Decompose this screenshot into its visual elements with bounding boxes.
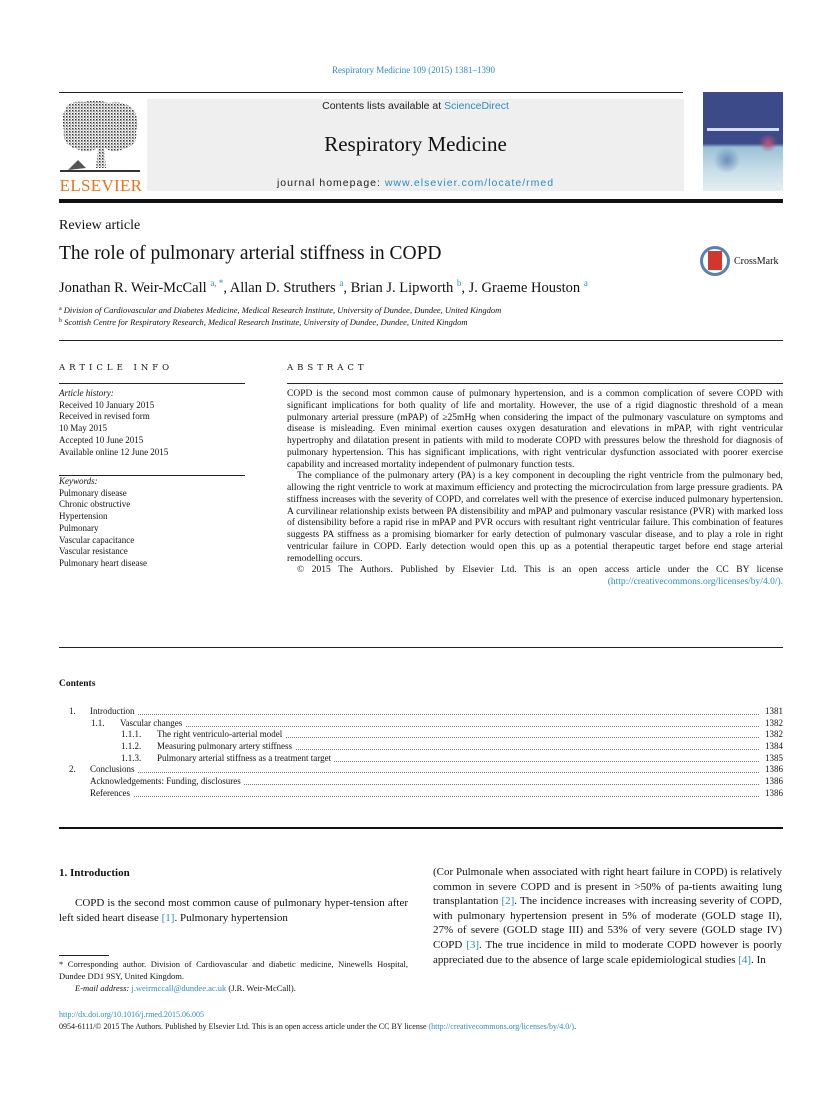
toc-title[interactable]: Pulmonary arterial stiffness as a treatment target	[157, 753, 334, 763]
history-item: Accepted 10 June 2015	[59, 434, 144, 445]
elsevier-tree-icon	[60, 98, 140, 176]
author-name[interactable]: Brian J. Lipworth	[350, 280, 454, 296]
issn-suffix: .	[574, 1022, 577, 1031]
keyword-item: Vascular capacitance	[59, 534, 135, 545]
toc-page-number[interactable]: 1384	[765, 741, 783, 752]
toc-entry[interactable]	[59, 729, 783, 741]
toc-page-number[interactable]: 1382	[765, 729, 783, 740]
introduction-right-column	[433, 865, 782, 967]
toc-number: 1.1.2.	[121, 741, 142, 752]
history-item: Received in revised form	[59, 411, 150, 422]
keyword-item: Pulmonary	[59, 522, 99, 533]
contents-heading: Contents	[59, 679, 96, 689]
article-type: Review article	[59, 218, 141, 233]
abstract-paragraph: COPD is the second most common cause of pulmonary hypertension, and is a common complication of severe COPD with significant implications for both quality of life and mortality. However, the use of a rigid diagnostic threshold of a mean pulmonary arterial pressure (mPAP) of ≥25mHg when considering the impact of the pulmonary vasculature on symptoms and disease is misleading. Even minimal exertion causes oxygen desaturation and elevations in mPAP, with right ventricular hypertrophy and dilatation present in patients with mild to moderate COPD with pressures below the threshold for diagnosis of pulmonary hypertension. This has significant implications, with right ventricular dysfunction associated with poorer exercise capability and increased mortality independent of pulmonary function tests.	[287, 389, 783, 470]
author-affiliation-marker[interactable]: a	[583, 278, 588, 288]
article-history	[59, 388, 168, 458]
article-history-heading: Article history:	[59, 388, 114, 398]
elsevier-wordmark: ELSEVIER	[59, 176, 143, 195]
abstract-heading: ABSTRACT	[287, 363, 368, 373]
author-affiliation-marker[interactable]: a	[339, 278, 344, 288]
toc-entry[interactable]	[59, 706, 783, 718]
introduction-left-column	[59, 896, 408, 925]
crossmark-ribbon-icon	[708, 251, 722, 270]
author-name[interactable]: Jonathan R. Weir-McCall	[59, 280, 207, 296]
doi-link[interactable]: http://dx.doi.org/10.1016/j.rmed.2015.06.005	[59, 1010, 204, 1019]
affiliation-text: Division of Cardiovascular and Diabetes Medicine, Medical Research Institute, University of Dundee, Dundee, United Kingdom	[63, 305, 502, 315]
keywords-heading: Keywords:	[59, 476, 98, 486]
keywords	[59, 476, 147, 570]
homepage-label: journal homepage:	[276, 177, 385, 189]
email-link[interactable]: j.weirmccall@dundee.ac.uk	[131, 983, 227, 993]
toc-number: 2.	[69, 764, 76, 775]
toc-leader-dots	[90, 714, 759, 715]
footnote-email-line	[59, 982, 408, 994]
body-text: (Cor Pulmonale when associated with right heart failure in COPD) is relatively common in severe COPD and is present in >50% of pa-tients awaiting lung transplantation	[433, 866, 782, 908]
toc-page-number[interactable]: 1385	[765, 752, 783, 763]
article-info-heading: ARTICLE INFO	[59, 363, 174, 373]
toc-entry[interactable]	[59, 718, 783, 730]
affiliation-b	[59, 317, 468, 327]
history-item: Available online 12 June 2015	[59, 446, 169, 457]
journal-homepage-line	[147, 177, 684, 189]
introduction-heading: 1. Introduction	[59, 867, 130, 879]
citation-link[interactable]: [3]	[466, 938, 480, 951]
abstract-paragraph: The compliance of the pulmonary artery (PA) is a key component in decoupling the right ventricle from the pulmonary bed, allowing the right ventricle to work at maximum efficiency and protecting the microcirculation from large pressure gradients. PA stiffness increases with the severity of COPD, and correlates well with the presence of exercise induced pulmonary hypertension. A curvilinear relationship exists between PA distensibility and mPAP and pulmonary vascular resistance (PVR) with marked loss of distensibility before a rapid rise in mPAP and PVR occurs with resultant right ventricular failure. This combination of features suggests PA stiffness as a promising biomarker for early detection of pulmonary vascular disease, and to play a role in right ventricular failure in COPD. Early detection would open this up as a potential therapeutic target before end stage arterial remodelling occurs.	[287, 471, 783, 564]
cover-decoration	[713, 147, 741, 173]
author-list	[59, 278, 588, 297]
citation-link[interactable]: [2]	[501, 895, 515, 908]
abstract-license	[287, 565, 783, 589]
body-paragraph	[433, 865, 782, 967]
toc-title[interactable]: Vascular changes	[120, 718, 185, 728]
history-item: 10 May 2015	[59, 423, 107, 434]
table-of-contents	[59, 706, 783, 800]
body-text: . Pulmonary hypertension	[174, 911, 288, 924]
author-affiliation-marker[interactable]: b	[456, 278, 462, 288]
header-top-rule	[59, 92, 683, 93]
license-text: © 2015 The Authors. Published by Elsevier Ltd. This is an open access article under the CC BY license	[297, 565, 783, 576]
toc-entry[interactable]	[59, 776, 783, 788]
history-item: Received 10 January 2015	[59, 399, 155, 410]
journal-cover-image[interactable]	[703, 92, 783, 191]
body-paragraph	[59, 896, 408, 925]
keyword-item: Pulmonary heart disease	[59, 557, 147, 568]
author-name[interactable]: J. Graeme Houston	[468, 280, 581, 296]
elsevier-logo[interactable]	[58, 98, 144, 194]
cover-title-bar	[707, 128, 779, 131]
keyword-item: Pulmonary disease	[59, 487, 127, 498]
cover-decoration	[758, 134, 778, 152]
author-separator: ,	[223, 280, 230, 296]
keyword-item: Chronic obstructive	[59, 499, 131, 510]
contents-available-text: Contents lists available at	[322, 100, 445, 112]
toc-title[interactable]: Conclusions	[90, 764, 138, 774]
toc-entry[interactable]	[59, 788, 783, 800]
toc-page-number[interactable]: 1386	[765, 764, 783, 775]
toc-leader-dots	[90, 772, 759, 773]
toc-title[interactable]: References	[90, 788, 133, 798]
journal-header-box	[147, 99, 684, 191]
footnote-text: * Corresponding author. Division of Cardiovascular and diabetic medicine, Ninewells Hospital, Dundee DD1 9SY, United Kingdom.	[59, 959, 408, 981]
contents-available-line	[147, 100, 684, 112]
corresponding-author-footnote	[59, 958, 408, 994]
toc-entry[interactable]	[59, 764, 783, 776]
author-affiliation-marker[interactable]: a, *	[210, 278, 224, 288]
email-label: E-mail address:	[75, 983, 132, 993]
author-name[interactable]: Allan D. Struthers	[229, 280, 336, 296]
issn-text: 0954-6111/© 2015 The Authors. Published by Elsevier Ltd. This is an open access article under the CC BY license	[59, 1022, 429, 1031]
header-thick-rule	[59, 199, 783, 203]
toc-page-number[interactable]: 1382	[765, 717, 783, 728]
toc-entry[interactable]	[59, 741, 783, 753]
toc-page-number[interactable]: 1386	[765, 776, 783, 787]
crossmark-badge[interactable]	[700, 246, 790, 280]
article-title: The role of pulmonary arterial stiffness in COPD	[59, 243, 442, 264]
footnote-rule	[59, 955, 109, 956]
toc-title[interactable]: Introduction	[90, 706, 138, 716]
section-rule	[59, 647, 783, 648]
email-suffix: (J.R. Weir-McCall).	[226, 983, 296, 993]
affiliation-key: a	[59, 306, 62, 312]
contents-bottom-rule	[59, 827, 783, 829]
journal-name: Respiratory Medicine	[324, 132, 507, 156]
toc-number: 1.1.	[91, 717, 105, 728]
crossmark-label: CrossMark	[734, 256, 779, 267]
body-text: . In	[751, 953, 766, 966]
license-link[interactable]: (http://creativecommons.org/licenses/by/4.0/).	[607, 577, 783, 587]
affiliation-key: b	[59, 318, 62, 324]
toc-title[interactable]: Acknowledgements: Funding, disclosures	[90, 776, 244, 786]
author-separator: ,	[343, 280, 351, 296]
toc-page-number[interactable]: 1381	[765, 706, 783, 716]
toc-leader-dots	[90, 796, 759, 797]
body-text: . The incidence increases with increasing severity of COPD, with pulmonary hypertension present in 5% of moderate (GOLD stage II), 27% of severe (GOLD stage III) and 53% of very severe (GOLD stage IV) COPD	[433, 895, 782, 951]
citation-link[interactable]: [4]	[738, 953, 752, 966]
author-separator: ,	[461, 280, 469, 296]
journal-homepage-link[interactable]: www.elsevier.com/locate/rmed	[384, 177, 555, 189]
journal-reference[interactable]: Respiratory Medicine 109 (2015) 1381–1390	[332, 65, 495, 75]
abstract-body	[287, 389, 783, 589]
toc-title[interactable]: Measuring pulmonary artery stiffness	[157, 741, 295, 751]
toc-title[interactable]: The right ventriculo-arterial model	[157, 729, 285, 739]
toc-number: 1.	[69, 706, 76, 716]
section-rule	[59, 340, 783, 341]
keyword-item: Vascular resistance	[59, 546, 128, 557]
license-link[interactable]: (http://creativecommons.org/licenses/by/4.0/)	[428, 1022, 575, 1031]
keyword-item: Hypertension	[59, 511, 108, 522]
citation-link[interactable]: [1]	[161, 911, 175, 924]
issn-license-line	[59, 1022, 576, 1031]
toc-entry[interactable]	[59, 753, 783, 765]
toc-number: 1.1.1.	[121, 729, 142, 740]
affiliation-text: Scottish Centre for Respiratory Research, Medical Research Institute, University of Dundee, Dundee, United Kingdom	[64, 317, 468, 327]
sciencedirect-link[interactable]: ScienceDirect	[444, 100, 509, 112]
abstract-rule	[287, 383, 783, 384]
article-info-rule	[59, 383, 245, 384]
toc-leader-dots	[120, 726, 759, 727]
toc-number: 1.1.3.	[121, 752, 142, 763]
body-text: COPD is the second most common cause of pulmonary hyper-tension after left sided heart disease	[59, 897, 408, 924]
body-text: . The true incidence in mild to moderate COPD however is poorly appreciated due to the absence of large scale epidemiological studies	[433, 938, 782, 966]
toc-page-number[interactable]: 1386	[765, 787, 783, 798]
affiliation-a	[59, 305, 501, 315]
